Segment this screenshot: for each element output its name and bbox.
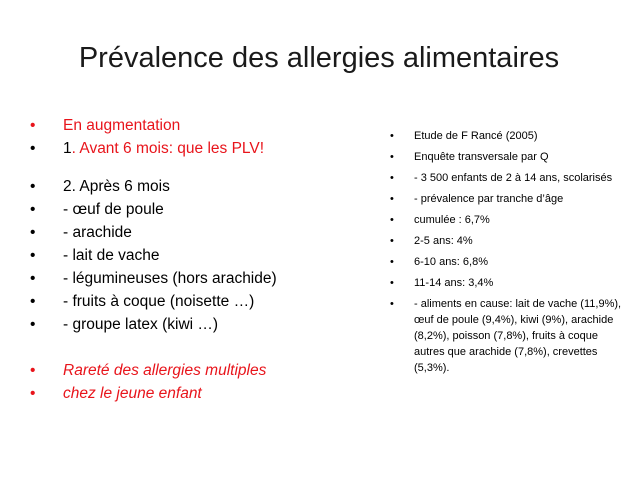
bullet-text: - aliments en cause: lait de vache (11,9%), œuf de poule (9,4%), kiwi (9%), arachide (8,2%), poisson (7,8%), fruits à coque autres que arachide (7,8%), crevettes (5,3%). xyxy=(414,298,622,374)
bullet-icon: • xyxy=(390,298,394,310)
list-item xyxy=(390,191,630,207)
right-bullet-list xyxy=(390,128,630,381)
list-item xyxy=(30,359,330,382)
bullet-text: - œuf de poule xyxy=(63,201,164,218)
bullet-text: chez le jeune enfant xyxy=(63,385,202,402)
bullet-icon: • xyxy=(390,277,394,289)
list-item xyxy=(390,296,630,376)
bullet-icon: • xyxy=(30,316,36,333)
bullet-text xyxy=(63,137,264,160)
list-item xyxy=(390,170,630,186)
bullet-text: - groupe latex (kiwi …) xyxy=(63,316,219,333)
bullet-icon: • xyxy=(30,270,36,287)
bullet-text: - arachide xyxy=(63,224,132,241)
bullet-text: Enquête transversale par Q xyxy=(414,151,549,163)
bullet-text: 6-10 ans: 6,8% xyxy=(414,256,488,268)
bullet-text: - légumineuses (hors arachide) xyxy=(63,270,277,287)
bullet-icon: • xyxy=(390,235,394,247)
list-item xyxy=(390,233,630,249)
bullet-text: cumulée : 6,7% xyxy=(414,214,490,226)
bullet-icon: • xyxy=(390,130,394,142)
list-item xyxy=(390,275,630,291)
bullet-text: 11-14 ans: 3,4% xyxy=(414,277,494,289)
bullet-icon: • xyxy=(30,178,36,195)
list-item xyxy=(390,128,630,144)
bullet-icon: • xyxy=(30,247,36,264)
list-item xyxy=(30,244,330,267)
list-item xyxy=(30,175,330,198)
bullet-icon: • xyxy=(30,224,36,241)
list-item xyxy=(30,267,330,290)
list-item xyxy=(390,254,630,270)
list-item xyxy=(390,212,630,228)
list-item xyxy=(390,149,630,165)
list-item xyxy=(30,313,330,336)
list-item xyxy=(30,290,330,313)
bullet-text: - prévalence par tranche d’âge xyxy=(414,193,564,205)
bullet-icon: • xyxy=(30,385,36,402)
bullet-icon: • xyxy=(390,151,394,163)
bullet-text: En augmentation xyxy=(63,117,181,134)
bullet-icon: • xyxy=(30,293,36,310)
bullet-icon: • xyxy=(390,172,394,184)
bullet-icon: • xyxy=(30,362,36,379)
left-bullet-list xyxy=(30,114,330,405)
list-item xyxy=(30,221,330,244)
bullet-text: - 3 500 enfants de 2 à 14 ans, scolarisés xyxy=(414,172,613,184)
bullet-text: 2. Après 6 mois xyxy=(63,178,170,195)
list-item xyxy=(30,382,330,405)
bullet-text: Rareté des allergies multiples xyxy=(63,362,267,379)
bullet-icon: • xyxy=(390,214,394,226)
bullet-text-highlight: . Avant 6 mois: que les PLV! xyxy=(71,140,265,157)
bullet-icon: • xyxy=(30,140,36,157)
bullet-text: 2-5 ans: 4% xyxy=(414,235,473,247)
bullet-text: - lait de vache xyxy=(63,247,160,264)
slide-title: Prévalence des allergies alimentaires xyxy=(78,42,560,74)
bullet-text: - fruits à coque (noisette …) xyxy=(63,293,255,310)
list-item xyxy=(30,114,330,137)
bullet-icon: • xyxy=(390,256,394,268)
bullet-text: Etude de F Rancé (2005) xyxy=(414,130,538,142)
bullet-icon: • xyxy=(30,117,36,134)
list-item xyxy=(30,198,330,221)
list-item xyxy=(30,137,330,160)
bullet-text-prefix: 1 xyxy=(63,140,72,157)
bullet-icon: • xyxy=(30,201,36,218)
bullet-icon: • xyxy=(390,193,394,205)
